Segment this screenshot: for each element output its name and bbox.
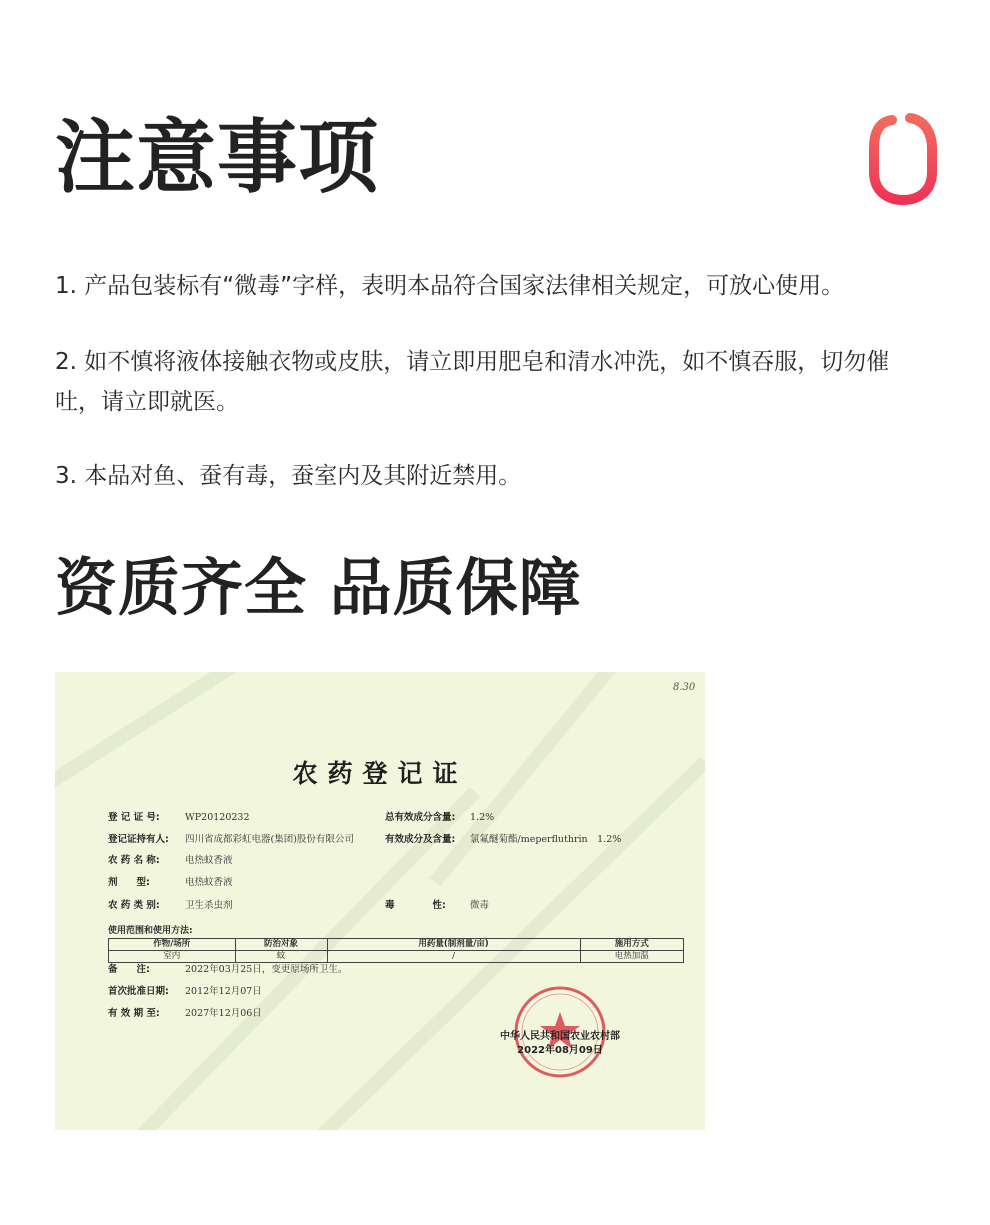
usage-cell-site: 室内	[109, 951, 236, 963]
valid-until-label: 有 效 期 至:	[108, 1008, 160, 1019]
pesticide-name-value: 电热蚊香液	[185, 855, 233, 866]
usage-cell-target: 蚊	[235, 951, 327, 963]
category-value: 卫生杀虫剂	[185, 900, 233, 911]
corner-handwritten-note: 8.30	[673, 682, 696, 693]
remark-label: 备 注:	[108, 964, 150, 975]
certificate-title: 农药登记证	[292, 759, 468, 788]
ingredient-value: 氯氟醚菊酯/meperfluthrin 1.2%	[470, 834, 622, 845]
holder-label: 登记证持有人:	[108, 834, 169, 845]
ingredient-label: 有效成分及含量:	[385, 834, 456, 845]
section-title-precautions: 注意事项	[55, 111, 379, 204]
reg-no-value: WP20120232	[185, 812, 250, 823]
pesticide-name-label: 农 药 名 称:	[108, 855, 160, 866]
category-label: 农 药 类 别:	[108, 900, 160, 911]
usage-cell-dosage: /	[327, 951, 580, 963]
issuer-name: 中华人民共和国农业农村部	[500, 1031, 620, 1042]
total-content-label: 总有效成分含量:	[385, 812, 456, 823]
usage-cell-method: 电热加温	[580, 951, 684, 963]
section-title-qualification: 资质齐全 品质保障	[55, 551, 582, 624]
table-row	[109, 951, 684, 963]
precaution-item-3: 3. 本品对鱼、蚕有毒，蚕室内及其附近禁用。	[55, 463, 522, 489]
first-approval-label: 首次批准日期:	[108, 986, 169, 997]
precaution-item-1: 1. 产品包装标有“微毒”字样，表明本品符合国家法律相关规定，可放心使用。	[55, 273, 845, 299]
holder-value: 四川省成都彩虹电器(集团)股份有限公司	[185, 834, 354, 845]
total-content-value: 1.2%	[470, 812, 495, 823]
formulation-label: 剂 型:	[108, 877, 150, 888]
usage-header-dosage: 用药量(制剂量/亩)	[327, 939, 580, 951]
issuer-block	[485, 1030, 635, 1058]
usage-header-method: 施用方式	[580, 939, 684, 951]
valid-until-value: 2027年12月06日	[185, 1008, 262, 1019]
issue-date: 2022年08月09日	[517, 1045, 603, 1056]
first-approval-value: 2012年12月07日	[185, 986, 262, 997]
reg-no-label: 登 记 证 号:	[108, 812, 160, 823]
usage-table	[108, 938, 684, 963]
precaution-item-2: 2. 如不慎将液体接触衣物或皮肤，请立即用肥皂和清水冲洗，如不慎吞服，切勿催吐，请立即就医。	[55, 349, 890, 415]
toxicity-label: 毒 性:	[385, 900, 446, 911]
usage-header-site: 作物/场所	[109, 939, 236, 951]
pesticide-registration-certificate	[55, 672, 705, 1130]
brand-loop-icon	[868, 108, 938, 210]
usage-header-target: 防治对象	[235, 939, 327, 951]
toxicity-value: 微毒	[470, 900, 490, 911]
remark-value: 2022年03月25日，变更原场所卫生。	[185, 964, 348, 975]
formulation-value: 电热蚊香液	[185, 877, 233, 888]
usage-label: 使用范围和使用方法:	[108, 926, 193, 936]
